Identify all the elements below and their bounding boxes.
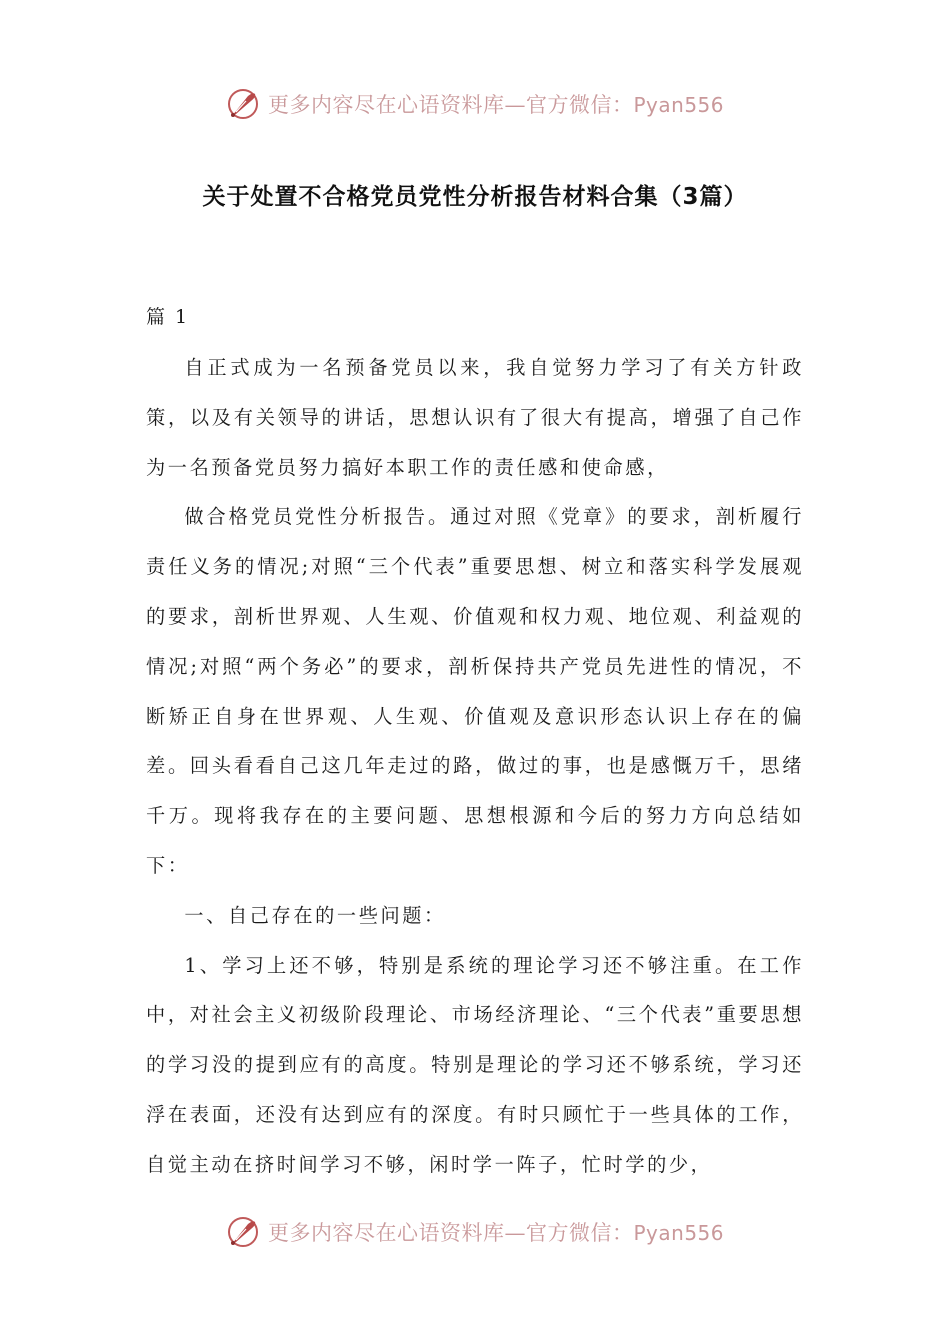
watermark-separator: — bbox=[504, 1221, 526, 1245]
body-paragraph: 1、学习上还不够，特别是系统的理论学习还不够注重。在工作中，对社会主义初级阶段理论、市场经济理论、“三个代表”重要思想的学习没的提到应有的高度。特别是理论的学习还不够系统，学习还浮在表面，还没有达到应有的深度。有时只顾忙于一些具体的工作，自觉主动在挤时间学习不够，闲时学一阵子，忙时学的少， bbox=[146, 953, 804, 1176]
body-paragraph: 一、自己存在的一些问题： bbox=[184, 903, 446, 927]
watermark-brand: 更多内容尽在心语资料库 bbox=[267, 1221, 505, 1245]
header-watermark-banner bbox=[0, 82, 950, 126]
watermark-text bbox=[268, 89, 724, 119]
watermark-separator: — bbox=[504, 93, 526, 117]
section-label: 篇 1 bbox=[146, 306, 190, 328]
footer-watermark-banner bbox=[0, 1210, 950, 1254]
watermark-brand: 更多内容尽在心语资料库 bbox=[267, 93, 505, 117]
watermark-wechat-label: 官方微信： bbox=[525, 1221, 634, 1245]
body-paragraph: 做合格党员党性分析报告。通过对照《党章》的要求，剖析履行责任义务的情况;对照“三个代表”重要思想、树立和落实科学发展观的要求，剖析世界观、人生观、价值观和权力观、地位观、利益观的情况;对照“两个务必”的要求，剖析保持共产党员先进性的情况，不断矫正自身在世界观、人生观、价值观及意识形态认识上存在的偏差。回头看看自己这几年走过的路，做过的事，也是感慨万千，思绪千万。现将我存在的主要问题、思想根源和今后的努力方向总结如下： bbox=[146, 505, 804, 877]
watermark-wechat-id: Pyan556 bbox=[633, 1221, 724, 1245]
document-body bbox=[146, 343, 804, 1190]
quill-logo-icon bbox=[226, 1215, 260, 1249]
watermark-wechat-label: 官方微信： bbox=[525, 93, 634, 117]
body-paragraph: 自正式成为一名预备党员以来，我自觉努力学习了有关方针政策，以及有关领导的讲话，思想认识有了很大有提高，增强了自己作为一名预备党员努力搞好本职工作的责任感和使命感， bbox=[146, 356, 804, 479]
quill-logo-icon bbox=[226, 87, 260, 121]
watermark-text bbox=[268, 1217, 724, 1247]
document-title: 关于处置不合格党员党性分析报告材料合集（3篇） bbox=[202, 184, 748, 210]
watermark-wechat-id: Pyan556 bbox=[633, 93, 724, 117]
